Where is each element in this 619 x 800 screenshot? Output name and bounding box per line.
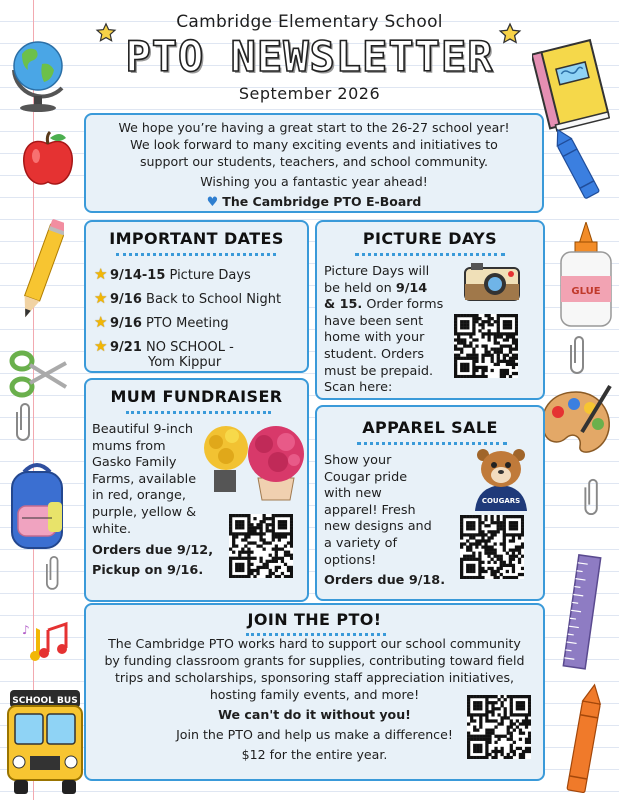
svg-text:♪: ♪ bbox=[22, 623, 30, 637]
apparel-sale-title: APPAREL SALE bbox=[362, 418, 498, 437]
dotted-divider bbox=[126, 411, 271, 414]
important-dates-title: IMPORTANT DATES bbox=[109, 229, 284, 248]
newsletter-month: September 2026 bbox=[238, 84, 381, 103]
scissors-icon bbox=[8, 345, 70, 407]
paperclip-icon bbox=[46, 553, 62, 591]
join-pto-box bbox=[84, 603, 545, 781]
globe-icon bbox=[6, 30, 72, 114]
picture-days-text: Picture Days will be held on 9/14 & 15. Order forms have been sent home with your student. Orders must be prepaid. Scan here: bbox=[324, 264, 444, 396]
intro-box bbox=[84, 113, 544, 213]
date-item: ★ 9/14-15 Picture Days bbox=[94, 265, 251, 283]
join-pto-title: JOIN THE PTO! bbox=[247, 610, 382, 629]
music-notes-icon bbox=[22, 620, 70, 662]
glue-label: GLUE bbox=[571, 286, 601, 297]
mum-fundraiser-box bbox=[84, 378, 309, 602]
picture-days-title: PICTURE DAYS bbox=[362, 229, 498, 248]
join-text: The Cambridge PTO works hard to support our school community by funding classroom grants for supplies, contributing toward field trips and scholarships, sponsoring staff appreciation initiatives, hosting family events, and more! We can't do it without you! Join the PTO and help us make a difference! $12 for the entire year. bbox=[104, 636, 525, 762]
dotted-divider bbox=[116, 253, 276, 256]
crayon-icon bbox=[554, 125, 600, 207]
date-item: ★ 9/16 Back to School Night bbox=[94, 289, 282, 307]
intro-line: We look forward to many exciting events and initiatives to bbox=[130, 137, 498, 152]
star-icon: ★ bbox=[94, 313, 108, 331]
mums-photo bbox=[202, 420, 308, 502]
star-icon: ★ bbox=[94, 265, 108, 283]
bus-label: SCHOOL BUS bbox=[12, 696, 78, 706]
glue-icon bbox=[555, 222, 617, 330]
qr-code-icon[interactable] bbox=[454, 314, 518, 378]
pencil-icon bbox=[18, 218, 64, 330]
picture-days-box bbox=[315, 220, 545, 400]
star-icon bbox=[498, 22, 522, 46]
apparel-sale-box bbox=[315, 405, 545, 601]
paperclip-icon bbox=[16, 400, 34, 442]
backpack-icon bbox=[4, 462, 70, 554]
camera-icon bbox=[463, 260, 521, 302]
signature-row bbox=[90, 193, 538, 211]
ruler-icon bbox=[561, 552, 605, 672]
school-name: Cambridge Elementary School bbox=[176, 12, 443, 32]
qr-code-icon[interactable] bbox=[467, 695, 531, 759]
date-item: ★ 9/21 NO SCHOOL - bbox=[94, 337, 234, 355]
school-bus-icon bbox=[4, 686, 86, 798]
intro-closing: Wishing you a fantastic year ahead! bbox=[200, 174, 428, 189]
crayon-icon bbox=[560, 682, 610, 796]
cougar-mascot bbox=[469, 445, 533, 511]
qr-code-icon[interactable] bbox=[460, 515, 524, 579]
mum-fundraiser-title: MUM FUNDRAISER bbox=[110, 387, 283, 406]
paperclip-icon bbox=[570, 333, 588, 375]
qr-code-icon[interactable] bbox=[229, 514, 293, 578]
important-dates-box bbox=[84, 220, 309, 373]
date-item-continued: Yom Kippur bbox=[148, 355, 222, 370]
notebook-icon bbox=[532, 36, 610, 132]
date-item: ★ 9/16 PTO Meeting bbox=[94, 313, 229, 331]
star-icon: ★ bbox=[94, 337, 108, 355]
star-icon: ★ bbox=[94, 289, 108, 307]
newsletter-title: PTO NEWSLETTER bbox=[125, 32, 494, 81]
dotted-divider bbox=[355, 253, 505, 256]
apple-icon bbox=[20, 130, 76, 190]
shirt-text: COUGARS bbox=[481, 497, 521, 505]
intro-line: support our students, teachers, and school community. bbox=[139, 154, 489, 169]
mum-text: Beautiful 9-inch mums from Gasko Family Farms, available in red, orange, purple, yellow & white. Orders due 9/12, Pickup on 9/16. bbox=[92, 422, 214, 578]
palette-icon bbox=[536, 382, 616, 464]
paperclip-icon bbox=[584, 476, 602, 516]
heart-icon: ♥ bbox=[206, 195, 219, 210]
intro-line: We hope you’re having a great start to the 26-27 school year! bbox=[118, 120, 510, 135]
star-icon bbox=[95, 22, 117, 44]
apparel-text: Show your Cougar pride with new apparel! Fresh new designs and a variety of options! Orders due 9/18. bbox=[324, 453, 446, 589]
signature: The Cambridge PTO E-Board bbox=[222, 194, 422, 209]
